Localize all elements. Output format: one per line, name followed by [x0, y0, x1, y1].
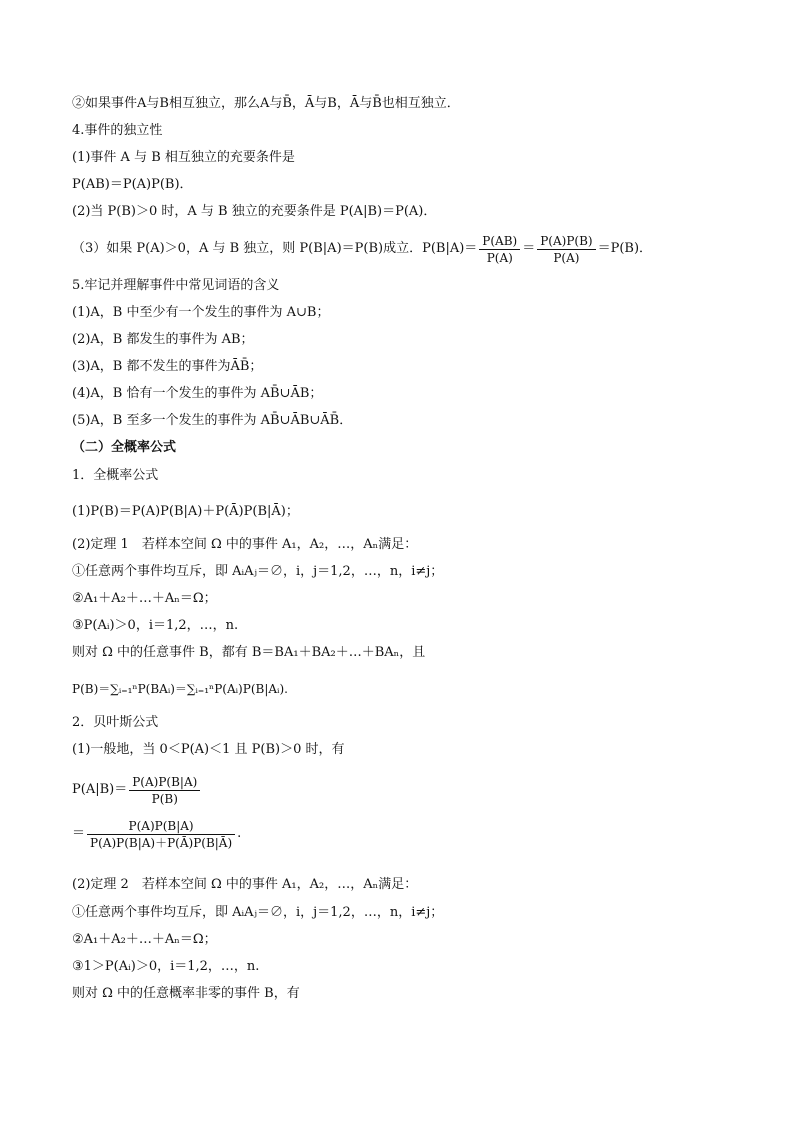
theorem-1-condition-1: ①任意两个事件均互斥，即 AᵢAⱼ＝∅，i，j＝1,2，…，n，i≠j；	[72, 564, 444, 579]
independence-formula: P(AB)＝P(A)P(B)．	[72, 177, 193, 192]
section-heading-independence: 4.事件的独立性	[72, 123, 163, 138]
theorem-2-statement: (2)定理 2 若样本空间 Ω 中的事件 A₁，A₂，…，Aₙ满足：	[72, 877, 418, 892]
fraction-numerator: P(A)P(B)	[540, 233, 593, 248]
theorem-2-condition-2: ②A₁＋A₂＋…＋Aₙ＝Ω；	[72, 932, 217, 947]
condition-3-text: （3）如果 P(A)＞0，A 与 B 独立，则 P(B|A)＝P(B)成立．P(B|A)＝	[72, 241, 478, 256]
bayes-equals: ＝	[72, 826, 86, 841]
fraction-denominator: P(A)	[537, 249, 595, 266]
theorem-2-conclusion: 则对 Ω 中的任意概率非零的事件 B，有	[72, 986, 300, 1001]
bayes-condition: (1)一般地，当 0＜P(A)＜1 且 P(B)＞0 时，有	[72, 742, 345, 757]
fraction-denominator: P(A)	[479, 249, 520, 266]
independence-condition-1: (1)事件 A 与 B 相互独立的充要条件是	[72, 150, 295, 165]
section-heading-event-terms: 5.牢记并理解事件中常见词语的含义	[72, 278, 280, 293]
event-term-3: (3)A，B 都不发生的事件为ĀB̄；	[72, 359, 263, 374]
fraction-papb-over-pa	[537, 233, 595, 266]
independence-condition-3	[72, 230, 652, 269]
equals-sign: ＝	[522, 241, 536, 256]
theorem-1-condition-3: ③P(Aᵢ)＞0，i＝1,2，…，n.	[72, 618, 239, 633]
bayes-lhs: P(A|B)＝	[72, 782, 128, 797]
fraction-denominator: P(B)	[129, 790, 200, 807]
total-probability-formula: (1)P(B)＝P(A)P(B|A)＋P(Ā)P(B|Ā)；	[72, 504, 299, 519]
fraction-pab-over-pa	[479, 233, 520, 266]
fraction-denominator: P(A)P(B|A)＋P(Ā)P(B|Ā)	[87, 834, 235, 851]
section-heading-total-probability: （二）全概率公式	[72, 440, 177, 455]
subheading-total-probability: 1．全概率公式	[72, 468, 159, 483]
bayes-formula-1	[72, 772, 202, 809]
event-term-4: (4)A，B 恰有一个发生的事件为 AB̄∪ĀB；	[72, 386, 323, 401]
theorem-2-condition-3: ③1＞P(Aᵢ)＞0，i＝1,2，…，n.	[72, 959, 260, 974]
independence-condition-2: (2)当 P(B)＞0 时，A 与 B 独立的充要条件是 P(A|B)＝P(A)．	[72, 204, 437, 219]
subheading-bayes: 2．贝叶斯公式	[72, 715, 159, 730]
theorem-1-statement: (2)定理 1 若样本空间 Ω 中的事件 A₁，A₂，…，Aₙ满足：	[72, 537, 418, 552]
theorem-1-condition-2: ②A₁＋A₂＋…＋Aₙ＝Ω；	[72, 591, 217, 606]
fraction-numerator: P(AB)	[482, 233, 518, 248]
bayes-formula-2	[72, 814, 241, 855]
event-term-1: (1)A，B 中至少有一个发生的事件为 A∪B；	[72, 305, 330, 320]
theorem-1-conclusion: 则对 Ω 中的任意事件 B，都有 B＝BA₁＋BA₂＋…＋BAₙ，且	[72, 645, 426, 660]
bayes-period: .	[237, 826, 242, 841]
independence-corollary: ②如果事件A与B相互独立，那么A与B̄，Ā与B，Ā与B̄也相互独立．	[72, 96, 460, 111]
event-term-5: (5)A，B 至多一个发生的事件为 AB̄∪ĀB∪ĀB̄．	[72, 413, 353, 428]
bayes-fraction-1	[129, 774, 200, 807]
bayes-fraction-2	[87, 818, 235, 851]
theorem-1-sum-formula: P(B)＝∑ᵢ₌₁ⁿP(BAᵢ)＝∑ᵢ₌₁ⁿP(Aᵢ)P(B|Aᵢ).	[72, 682, 288, 696]
condition-3-end: ＝P(B)．	[597, 241, 653, 256]
theorem-2-condition-1: ①任意两个事件均互斥，即 AᵢAⱼ＝∅，i，j＝1,2，…，n，i≠j；	[72, 905, 444, 920]
fraction-numerator: P(A)P(B|A)	[128, 818, 194, 833]
event-term-2: (2)A，B 都发生的事件为 AB；	[72, 332, 254, 347]
fraction-numerator: P(A)P(B|A)	[132, 774, 198, 789]
